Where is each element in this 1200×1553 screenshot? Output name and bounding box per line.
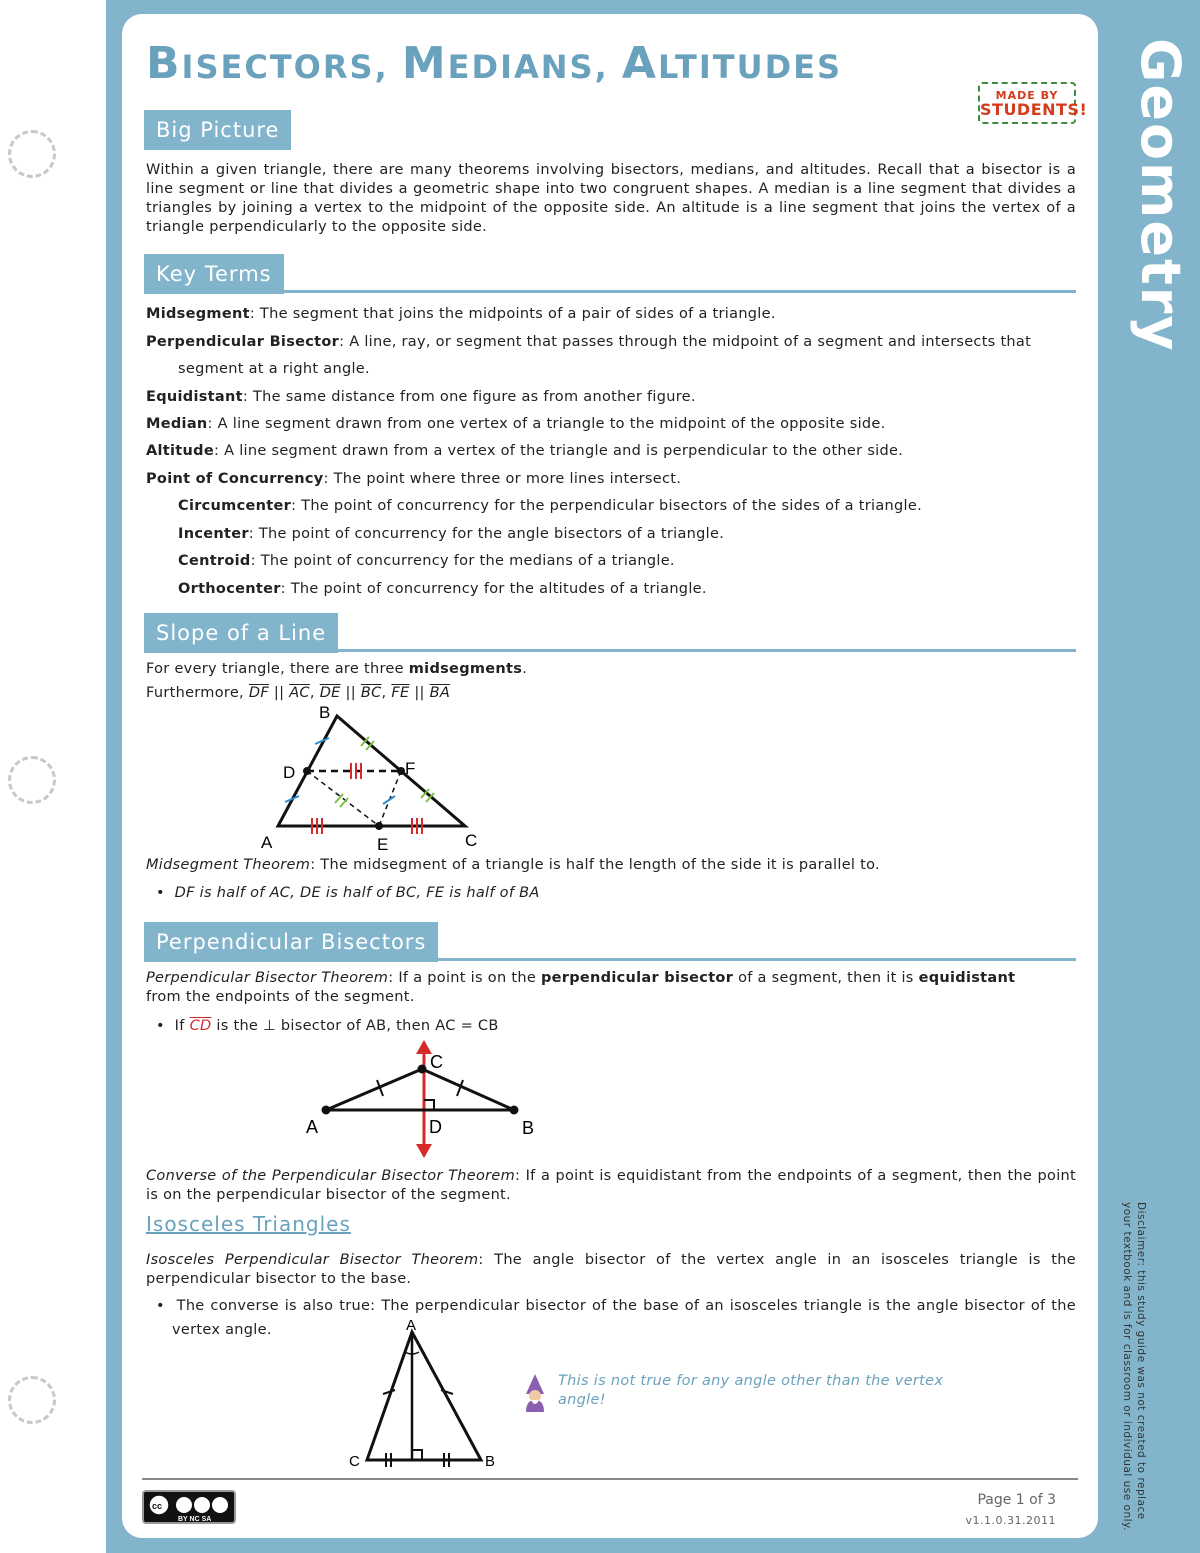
label-c: C xyxy=(430,1052,443,1072)
midsegment-diagram xyxy=(255,700,495,855)
section-isosceles-triangles[interactable]: Isosceles Triangles xyxy=(146,1212,351,1236)
page-title: BISECTORS, MEDIANS, ALTITUDES xyxy=(146,38,843,89)
label-d: D xyxy=(429,1117,442,1137)
isosceles-diagram xyxy=(345,1316,505,1476)
binder-hole-middle xyxy=(8,756,56,804)
footer-divider xyxy=(142,1478,1078,1480)
term-incenter: Incenter: The point of concurrency for the angle bisectors of a triangle. xyxy=(178,526,725,542)
slope-line-1: For every triangle, there are three midsegments. xyxy=(146,661,528,677)
term-equidistant: Equidistant: The same distance from one figure as from another figure. xyxy=(146,389,696,405)
label-c: C xyxy=(465,831,478,850)
made-by-students-badge: MADE BY STUDENTS! xyxy=(978,82,1076,124)
binder-hole-top xyxy=(8,130,56,178)
slope-line-2: Furthermore, $\overline{DF}$ || $\overline{AC}$, $\overline{DE}$ || $\overline{BC}$, $\overline{FE}$ || $\overline{BA}$ xyxy=(146,685,451,701)
page-number: Page 1 of 3 xyxy=(977,1492,1056,1508)
label-b: B xyxy=(319,703,331,722)
isosceles-bullet: • The converse is also true: The perpendicular bisector of the base of an isosceles triangle is the angle bisector of the vertex angle. xyxy=(156,1298,1076,1338)
binder-hole-bottom xyxy=(8,1376,56,1424)
term-altitude: Altitude: A line segment drawn from a vertex of the triangle and is perpendicular to the other side. xyxy=(146,443,904,459)
midsegment-de xyxy=(307,771,379,826)
label-b: B xyxy=(485,1453,496,1470)
isosceles-theorem: Isosceles Perpendicular Bisector Theorem: The angle bisector of the vertex angle in an isosceles triangle is the perpendicular bisector to the base. xyxy=(146,1252,1076,1287)
perp-bisector-theorem: Perpendicular Bisector Theorem: If a point is on the perpendicular bisector of a segment, then it is equidistant from the endpoints of the segment. xyxy=(146,970,1016,1005)
label-a: A xyxy=(261,833,273,852)
label-c: C xyxy=(349,1453,360,1470)
perp-bisector-converse: Converse of the Perpendicular Bisector Theorem: If a point is equidistant from the endpoints of a segment, then the point is on the perpendicular bisector of the segment. xyxy=(146,1168,1076,1203)
term-centroid: Centroid: The point of concurrency for the medians of a triangle. xyxy=(178,553,675,569)
term-median: Median: A line segment drawn from one vertex of a triangle to the midpoint of the opposite side. xyxy=(146,416,886,432)
wizard-icon xyxy=(518,1372,552,1412)
creative-commons-badge xyxy=(142,1490,236,1524)
label-a: A xyxy=(406,1317,417,1334)
perp-bisector-diagram xyxy=(300,1040,550,1165)
midsegment-bullet: • DF is half of AC, DE is half of BC, FE is half of BA xyxy=(156,885,540,901)
label-a: A xyxy=(306,1117,319,1137)
term-perpendicular-bisector-cont: segment at a right angle. xyxy=(178,361,370,377)
term-point-of-concurrency: Point of Concurrency: The point where three or more lines intersect. xyxy=(146,471,682,487)
term-midsegment: Midsegment: The segment that joins the midpoints of a pair of sides of a triangle. xyxy=(146,306,776,322)
term-orthocenter: Orthocenter: The point of concurrency for the altitudes of a triangle. xyxy=(178,581,707,597)
midsegment-theorem: Midsegment Theorem: The midsegment of a triangle is half the length of the side it is parallel to. xyxy=(146,857,880,873)
cc-license-text: BY NC SA xyxy=(178,1516,212,1522)
perp-bisector-bullet: • If $\overline{CD}$ is the ⊥ bisector of AB, then AC = CB xyxy=(156,1018,499,1034)
version-label: v1.1.0.31.2011 xyxy=(965,1514,1056,1527)
label-e: E xyxy=(377,835,389,854)
subject-tab-label: Geometry xyxy=(1129,38,1192,353)
creative-commons-icon xyxy=(144,1492,234,1522)
label-d: D xyxy=(283,763,296,782)
disclaimer: Disclaimer: this study guide was not created to replace your textbook and is for classroom or individual use only. xyxy=(1121,1202,1147,1532)
term-circumcenter: Circumcenter: The point of concurrency for the perpendicular bisectors of the sides of a triangle. xyxy=(178,498,922,514)
big-picture-text: Within a given triangle, there are many theorems involving bisectors, medians, and altitudes. Recall that a bisector is a line segment or line that divides a geometric shape into two congruent shapes. A median is a line segment that divides a triangles by joining a vertex to the midpoint of the opposite side. An altitude is a line segment that joins the vertex of a triangle perpendicularly to the opposite side. xyxy=(146,162,1076,235)
label-f: F xyxy=(405,759,416,778)
svg-text:cc: cc xyxy=(152,1501,163,1511)
term-perpendicular-bisector: Perpendicular Bisector: A line, ray, or segment that passes through the midpoint of a segment and intersects that xyxy=(146,334,1032,350)
isosceles-note: This is not true for any angle other than the vertex angle! xyxy=(558,1373,944,1408)
label-b: B xyxy=(522,1118,535,1138)
